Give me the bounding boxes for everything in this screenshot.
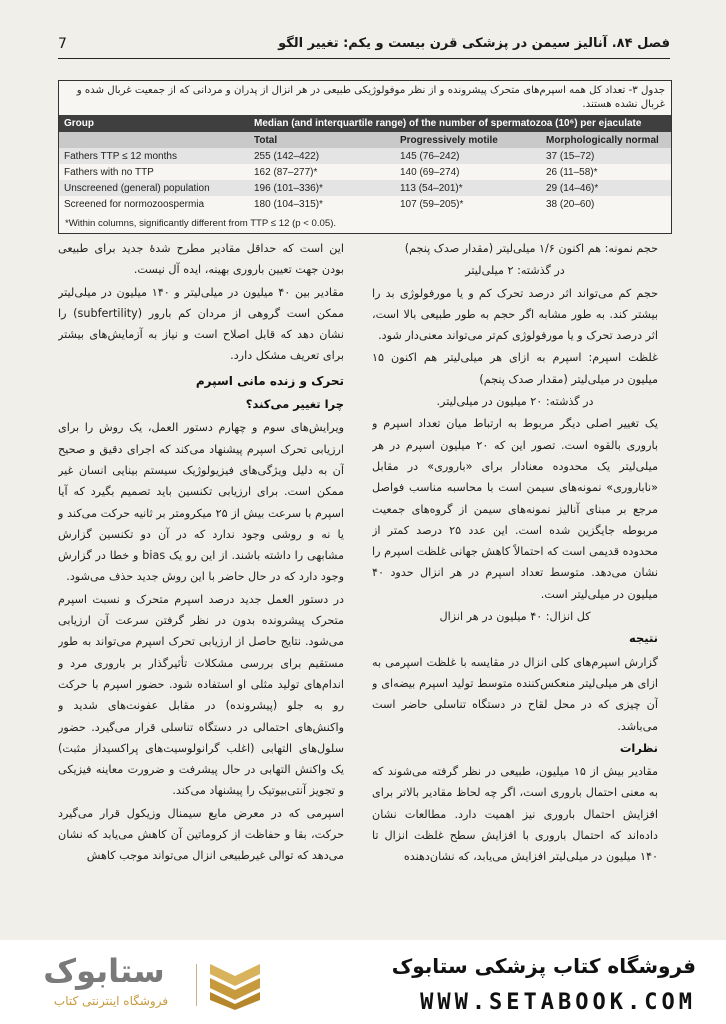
cell-group: Unscreened (general) population	[59, 180, 249, 196]
paragraph: مقادیر بیش از ۱۵ میلیون، طبیعی در نظر گرفته می‌شوند که به معنی احتمال باروری است، اگر چه لحاظ مقادیر بالاتر برای افزایش احتمال باروری نیز اهمیت دارد. مطالعات نشان داده‌اند که احتمال باروری با افزایش سطح غلظت انزال تا ۱۴۰ میلیون در میلی‌لیتر افزایش می‌یابد، که نشان‌دهنده	[372, 765, 658, 864]
table-row	[59, 180, 671, 196]
section-heading: نتیجه	[629, 631, 658, 646]
store-banner	[0, 940, 726, 1024]
store-name: فروشگاه کتاب پزشکی ستابوک	[391, 954, 696, 978]
table-row	[59, 148, 671, 164]
table-row	[59, 164, 671, 180]
subheader-total: Total	[249, 132, 395, 148]
paragraph: در دستور العمل جدید درصد اسپرم متحرک و نسبت اسپرم متحرک پیشرونده بدون در نظر گرفتن سرعت آن ارزیابی می‌شود. نتایج حاصل از ارزیابی تحرک اسپرم می‌تواند به طور مستقیم برای بررسی مشکلات تأثیرگذار بر باروری مرد و اندام‌های تولید مثلی او استفاده شود. حضور اسپرم با حرکت رو به جلو (پیشرونده) در مقابل عفونت‌های شدید و واکنش‌های احتمالی در دستگاه تناسلی قرار می‌گیرد. حضور سلول‌های التهابی (اغلب گرانولوسیت‌های پراکسیداز مثبت) یک واکنش التهابی در حال پیشرفت و ضرورت معاینه فیزیکی و تجویز آنتی‌بیوتیک را پیشنهاد می‌کند.	[58, 592, 344, 798]
cell-normal: 26 (11–58)*	[541, 164, 671, 180]
sperm-count-table	[59, 115, 671, 212]
paragraph: در گذشته: ۲ میلی‌لیتر	[465, 264, 565, 278]
logo-text: ستابوک	[43, 952, 165, 990]
cell-motile: 113 (54–201)*	[395, 180, 541, 196]
cell-group: Fathers with no TTP	[59, 164, 249, 180]
running-header	[58, 34, 670, 59]
right-column	[372, 238, 658, 938]
cell-group: Fathers TTP ≤ 12 months	[59, 148, 249, 164]
cell-normal: 38 (20–60)	[541, 196, 671, 212]
table-row	[59, 196, 671, 212]
paragraph: مقادیر بین ۴۰ میلیون در میلی‌لیتر و ۱۴۰ میلیون در میلی‌لیتر ممکن است گروهی از مردان کم بارور (subfertility) را نشان دهد که قابل اصلاح است و نیاز به آزمایش‌های بیشتر برای تعریف مشکل دارد.	[58, 285, 344, 363]
section-heading: تحرک و زنده مانی اسپرم	[195, 373, 344, 388]
header-empty	[59, 132, 249, 148]
paragraph: کل انزال: ۴۰ میلیون در هر انزال	[439, 610, 591, 624]
logo-subtitle: فروشگاه اینترنتی کتاب	[53, 994, 169, 1008]
section-heading: نظرات	[619, 740, 658, 755]
cell-total: 255 (142–422)	[249, 148, 395, 164]
cell-motile: 107 (59–205)*	[395, 196, 541, 212]
header-median: Median (and interquartile range) of the number of spermatozoa (10⁶) per ejaculate	[249, 115, 671, 132]
header-group: Group	[59, 115, 249, 132]
cell-group: Screened for normozoospermia	[59, 196, 249, 212]
table-3	[58, 80, 672, 234]
cell-motile: 140 (69–274)	[395, 164, 541, 180]
store-website-link[interactable]: WWW.SETABOOK.COM	[420, 990, 696, 1015]
subsection-heading: چرا تغییر می‌کند؟	[245, 397, 344, 412]
subheader-normal: Morphologically normal	[541, 132, 671, 148]
chapter-title: فصل ۸۴. آنالیز سیمن در پزشکی قرن بیست و یکم: تغییر الگو	[278, 36, 670, 51]
cell-normal: 37 (15–72)	[541, 148, 671, 164]
cell-total: 196 (101–336)*	[249, 180, 395, 196]
chevron-logo-icon	[206, 958, 264, 1010]
cell-total: 162 (87–277)*	[249, 164, 395, 180]
table-caption: جدول ۳- تعداد کل همه اسپرم‌های متحرک پیشرونده و از نظر موفولوژیکی طبیعی در هر انزال از پدران و مردانی که از جمعیت غربال شده و غربال نشده هستند.	[76, 85, 665, 110]
paragraph: اسپرمی که در معرض مایع سیمنال وزیکول قرار می‌گیرد حرکت، بقا و حفاظت از کروماتین آن کاهش می‌یابد که نشان می‌دهد که توالی غیرطبیعی انزال می‌تواند موجب کاهش	[58, 806, 344, 863]
table-footnote: *Within columns, significantly different from TTP ≤ 12 (p < 0.05).	[65, 218, 337, 229]
paragraph: در گذشته: ۲۰ میلیون در میلی‌لیتر.	[436, 395, 594, 409]
paragraph: این است که حداقل مقادیر مطرح شدهٔ جدید برای طبیعی بودن جهت تعیین باروری بهینه، ایده آل نیست.	[58, 242, 344, 277]
subheader-motile: Progressively motile	[395, 132, 541, 148]
paragraph: حجم کم می‌تواند اثر درصد تحرک کم و یا مورفولوژی بد را بیشتر کند. به طور مشابه اگر حجم به طور طبیعی بالا است، اثر درصد تحرک و یا مورفولوژی کم‌تر می‌تواند معنی‌دار شود.	[372, 286, 658, 343]
paragraph: حجم نمونه: هم اکنون ۱/۶ میلی‌لیتر (مقدار صدک پنجم)	[404, 242, 658, 255]
paragraph: ویرایش‌های سوم و چهارم دستور العمل، یک روش را برای ارزیابی تحرک اسپرم پیشنهاد می‌کند که اجرای دقیق و صحیح آن به دلیل ویژگی‌های فیزیولوژیک سیستم بینایی انسان غیر ممکن است. برای ارزیابی تکنسین باید تصمیم بگیرد که آیا اسپرم با سرعت بیش از ۲۵ میکرومتر بر ثانیه حرکت می‌کند و یا نه و روشی وجود ندارد که در آن دو تکنسین گزارش مشابهی را داشته باشند. از این رو یک bias و خطا در گزارش وجود دارد که در حال حاضر با این روش جدید حذف می‌شود.	[58, 421, 344, 584]
divider	[196, 964, 197, 1006]
left-column	[58, 238, 344, 938]
page-number: 7	[58, 36, 67, 52]
paragraph: گزارش اسپرم‌های کلی انزال در مقایسه با غلظت اسپرمی به ازای هر میلی‌لیتر منعکس‌کننده متوسط تولید اسپرم بیضه‌ای و آن چیزی که در محل لقاح در دستگاه تناسلی حاضر است می‌باشد.	[372, 655, 658, 733]
cell-motile: 145 (76–242)	[395, 148, 541, 164]
paragraph: یک تغییر اصلی دیگر مربوط به ارتباط میان تعداد اسپرم و باروری بالقوه است. تصور این که ۲۰ میلیون اسپرم در هر میلی‌لیتر یک محدوده معنادار برای «باروری» در مقابل «ناباروری» نمونه‌های سیمن است با محاسبه مناسب فواصل مرجع بر مبنای آنالیز نمونه‌های سیمن از گروه‌های جمعیت مربوطه جایگزین شده است. این عدد ۲۵ درصد کمتر از محدوده قدیمی است که احتمالاً کاهش جهانی غلظت اسپرم را نشان می‌دهد. متوسط تعداد اسپرم در هر انزال حدود ۴۰ میلیون در میلی‌لیتر است.	[372, 417, 658, 601]
cell-total: 180 (104–315)*	[249, 196, 395, 212]
cell-normal: 29 (14–46)*	[541, 180, 671, 196]
paragraph: غلظت اسپرم: اسپرم به ازای هر میلی‌لیتر هم اکنون ۱۵ میلیون در میلی‌لیتر (مقدار صدک پنجم)	[372, 351, 658, 386]
